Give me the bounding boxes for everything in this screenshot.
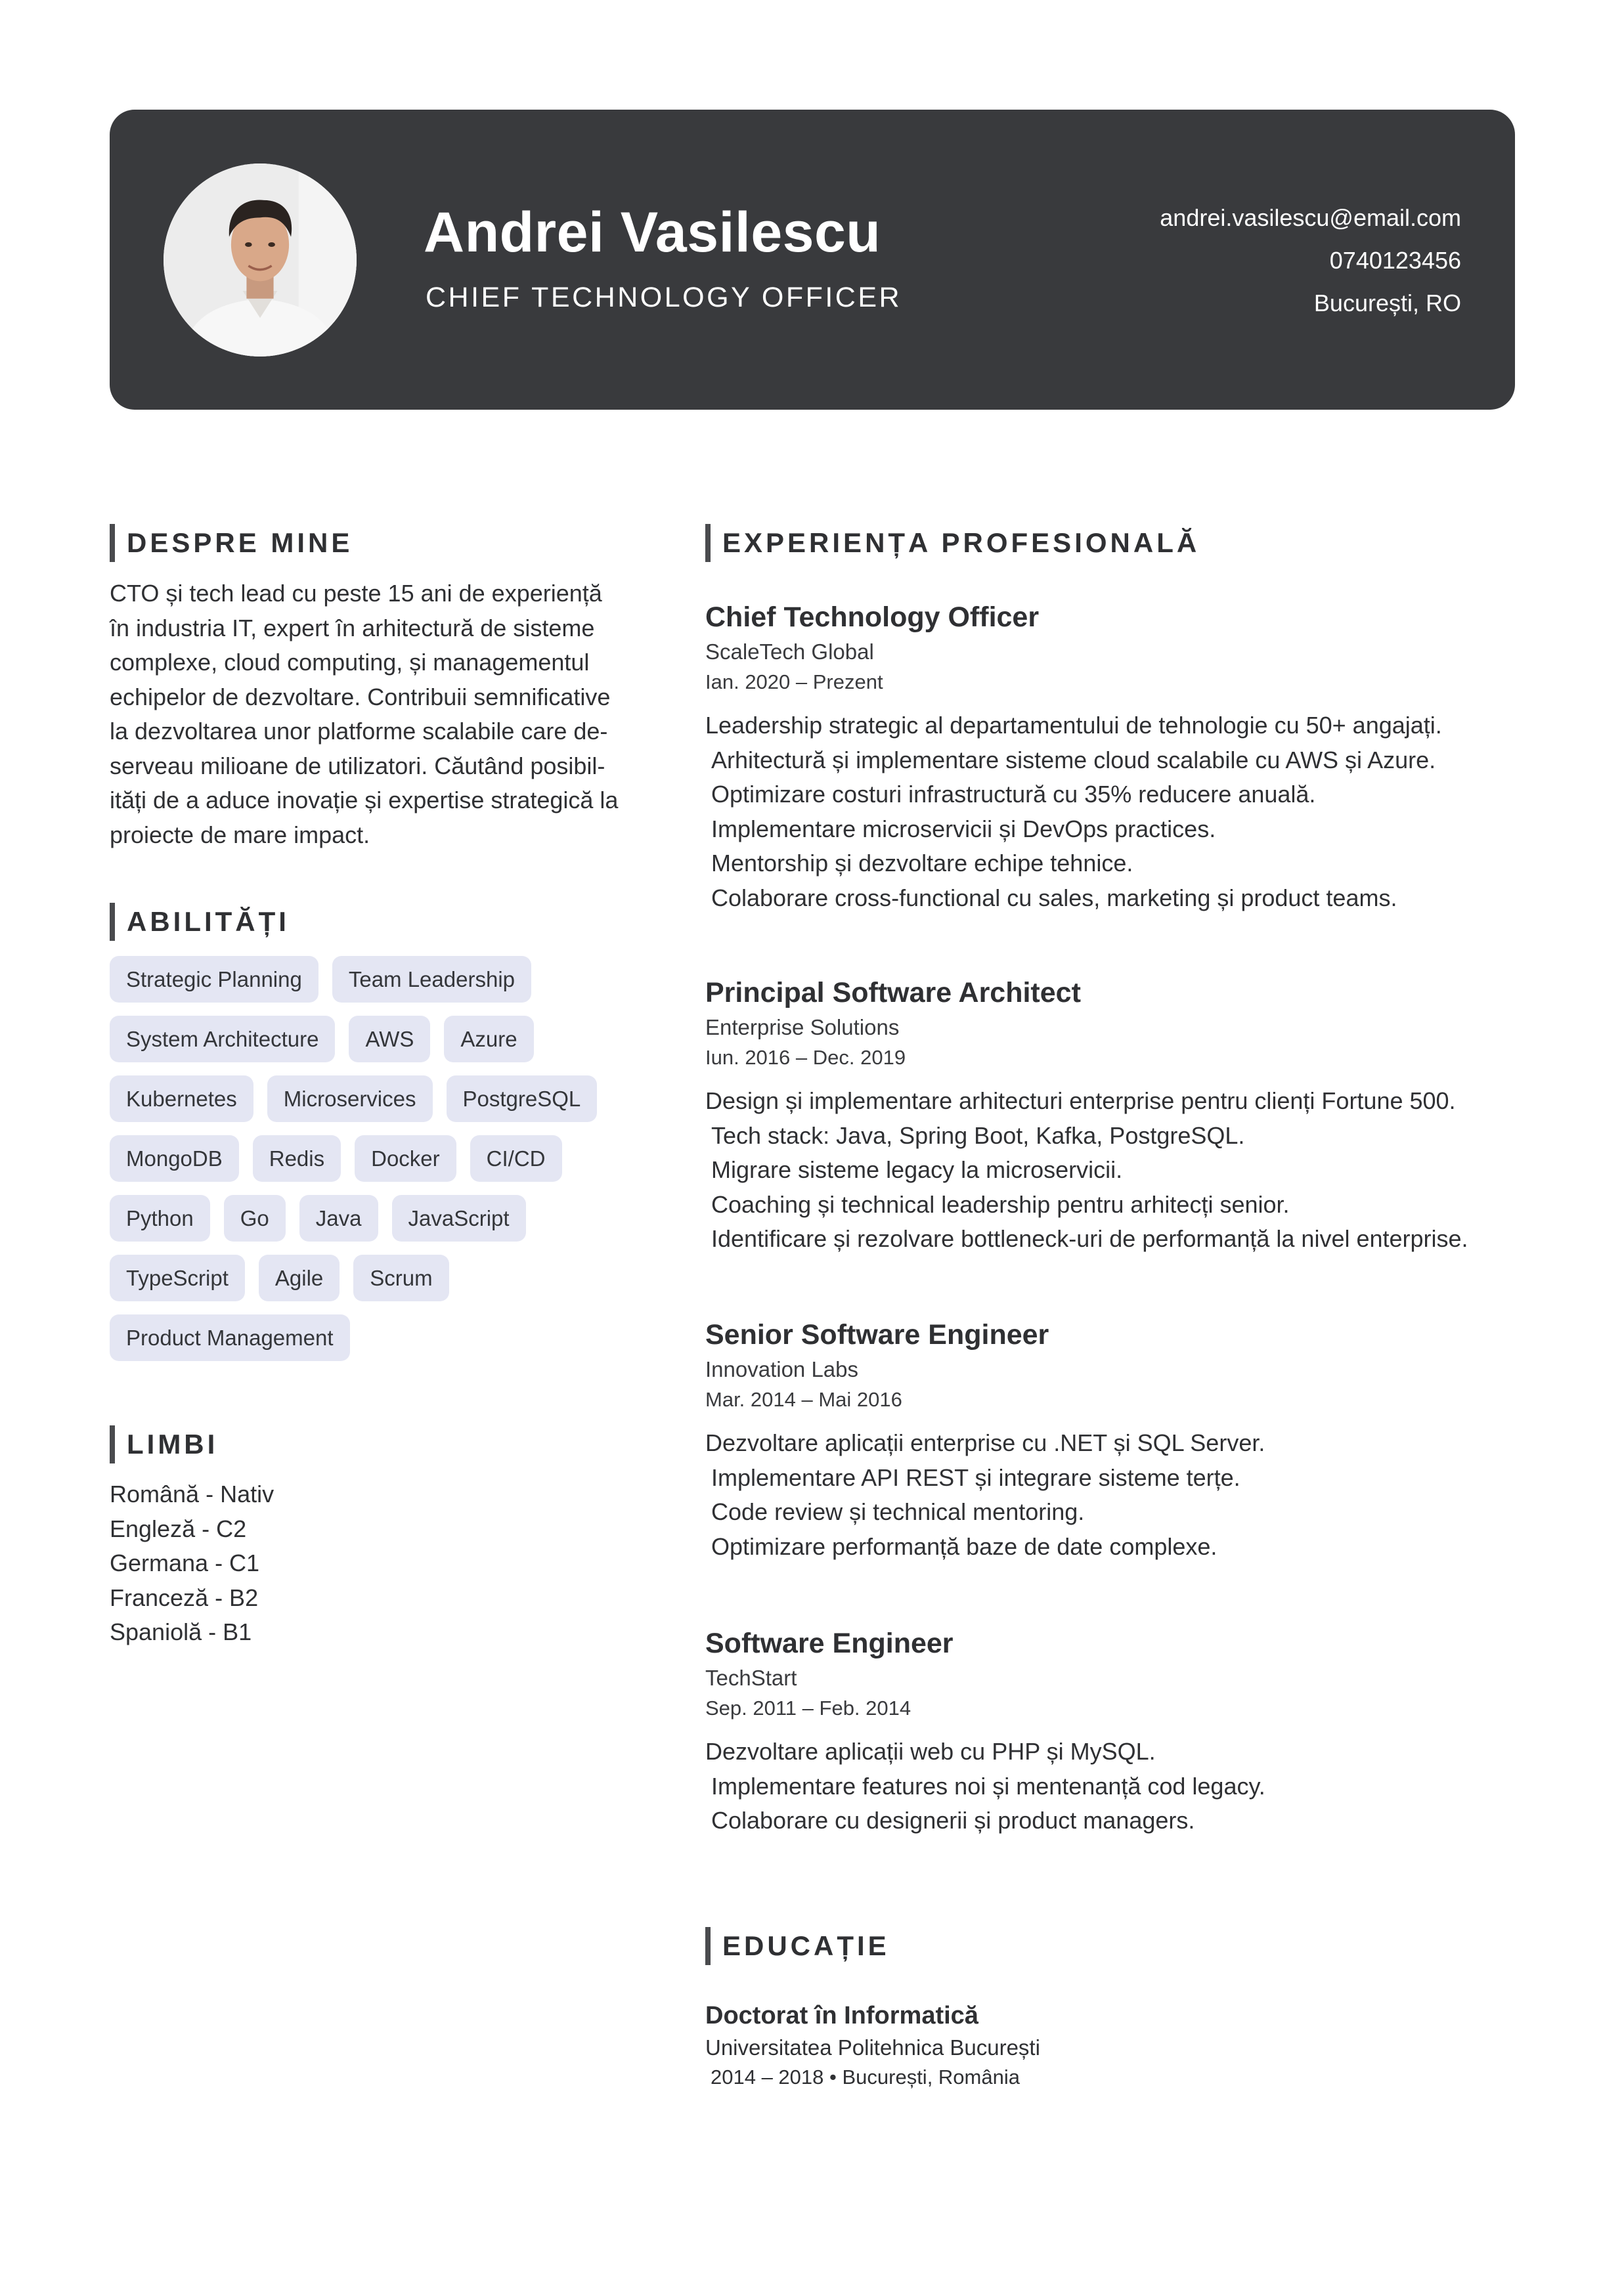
skill-chip: MongoDB (110, 1135, 239, 1182)
job-line: Optimizare performanță baze de date complexe. (711, 1532, 1218, 1560)
about-line: proiecte de mare impact. (110, 821, 370, 848)
job-description (705, 1084, 1520, 1257)
job-role: Senior Software Engineer (705, 1319, 1049, 1351)
profile-photo-icon (164, 163, 357, 357)
job-line: Implementare features noi și mentenanță cod legacy. (711, 1772, 1265, 1800)
job-description (705, 1735, 1520, 1838)
job-company: TechStart (705, 1666, 797, 1690)
job-line: Design și implementare arhitecturi enterprise pentru clienți Fortune 500. (705, 1087, 1456, 1114)
education-school: Universitatea Politehnica București (705, 2035, 1040, 2060)
job-period: Mar. 2014 – Mai 2016 (705, 1388, 902, 1411)
skill-chip: Kubernetes (110, 1075, 253, 1122)
contact-phone: 0740123456 (1329, 247, 1461, 274)
job-line: Mentorship și dezvoltare echipe tehnice. (711, 850, 1133, 877)
section-marker (705, 524, 711, 562)
skill-chip: Java (299, 1195, 378, 1242)
job-company: ScaleTech Global (705, 639, 874, 664)
job-company: Enterprise Solutions (705, 1015, 900, 1039)
languages-list (110, 1477, 274, 1650)
job-description (705, 708, 1520, 915)
education-degree: Doctorat în Informatică (705, 2002, 978, 2029)
section-marker (110, 1425, 115, 1463)
section-title-about (110, 524, 353, 562)
job-line: Migrare sisteme legacy la microservicii. (711, 1156, 1123, 1183)
job-line: Optimizare costuri infrastructură cu 35% reducere anuală. (711, 781, 1316, 808)
about-line: în industria IT, expert în arhitectură de sisteme (110, 614, 595, 641)
job-line: Arhitectură și implementare sisteme cloud scalabile cu AWS și Azure. (711, 746, 1436, 773)
candidate-title: CHIEF TECHNOLOGY OFFICER (426, 282, 902, 313)
skill-chip: Scrum (353, 1255, 449, 1301)
job-line: Implementare API REST și integrare sisteme terțe. (711, 1463, 1240, 1491)
experience-item (705, 1316, 1520, 1564)
language-item: Spaniolă - B1 (110, 1618, 252, 1645)
section-marker (110, 524, 115, 562)
job-line: Dezvoltare aplicații web cu PHP și MySQL. (705, 1738, 1156, 1765)
candidate-name: Andrei Vasilescu (424, 201, 881, 264)
contact-email: andrei.vasilescu@email.com (1160, 204, 1461, 231)
experience-item (705, 599, 1520, 915)
section-marker (110, 903, 115, 941)
section-title-text: EDUCAȚIE (722, 1930, 890, 1961)
experience-item (705, 974, 1520, 1257)
header-banner (110, 110, 1515, 410)
section-title-text: DESPRE MINE (127, 527, 353, 558)
skill-chip: TypeScript (110, 1255, 245, 1301)
avatar (164, 163, 357, 357)
skill-chip: CI/CD (470, 1135, 562, 1182)
language-item: Franceză - B2 (110, 1584, 259, 1611)
skill-chip: Azure (444, 1016, 533, 1062)
skill-chip: Python (110, 1195, 210, 1242)
skill-chip: System Architecture (110, 1016, 335, 1062)
skills-list (110, 956, 674, 1361)
job-line: Tech stack: Java, Spring Boot, Kafka, PostgreSQL. (711, 1121, 1245, 1149)
about-line: complexe, cloud computing, și managementul (110, 649, 590, 676)
skill-chip: AWS (349, 1016, 430, 1062)
contact-info (1160, 196, 1461, 324)
job-role: Principal Software Architect (705, 977, 1081, 1008)
skill-chip: Agile (259, 1255, 340, 1301)
section-title-text: ABILITĂȚI (127, 906, 290, 937)
job-line: Colaborare cross-functional cu sales, marketing și product teams. (711, 884, 1397, 911)
skill-chip: Team Leadership (332, 956, 531, 1003)
education-meta: 2014 – 2018 • București, România (711, 2066, 1020, 2089)
skill-chip: Microservices (267, 1075, 433, 1122)
job-period: Ian. 2020 – Prezent (705, 670, 883, 693)
skill-chip: Strategic Planning (110, 956, 318, 1003)
language-item: Română - Nativ (110, 1481, 274, 1507)
job-role: Software Engineer (705, 1628, 954, 1659)
skill-chip: Redis (253, 1135, 341, 1182)
section-title-text: EXPERIENȚA PROFESIONALĂ (722, 527, 1200, 558)
job-period: Iun. 2016 – Dec. 2019 (705, 1046, 906, 1069)
job-role: Chief Technology Officer (705, 601, 1040, 633)
job-line: Colaborare cu designerii și product managers. (711, 1807, 1195, 1834)
language-item: Germana - C1 (110, 1549, 260, 1576)
section-title-text: LIMBI (127, 1429, 219, 1460)
job-line: Identificare și rezolvare bottleneck-uri de performanță la nivel enterprise. (711, 1225, 1468, 1252)
section-title-languages (110, 1425, 218, 1463)
language-item: Engleză - C2 (110, 1515, 247, 1542)
section-title-experience (705, 524, 1200, 562)
skill-chip: Docker (355, 1135, 456, 1182)
about-line: la dezvoltarea unor platforme scalabile care de- (110, 718, 608, 745)
job-line: Implementare microservicii și DevOps practices. (711, 815, 1216, 842)
section-title-education (705, 1927, 890, 1965)
job-company: Innovation Labs (705, 1357, 859, 1381)
section-marker (705, 1927, 711, 1965)
job-line: Leadership strategic al departamentului de tehnologie cu 50+ angajați. (705, 712, 1442, 739)
skill-chip: Go (224, 1195, 286, 1242)
about-text (110, 576, 661, 852)
about-line: serveau milioane de utilizatori. Căutând posibil- (110, 752, 605, 779)
job-line: Coaching și technical leadership pentru arhitecți senior. (711, 1190, 1290, 1218)
job-line: Code review și technical mentoring. (711, 1498, 1085, 1525)
about-line: CTO și tech lead cu peste 15 ani de experiență (110, 580, 602, 607)
education-item (705, 1999, 1040, 2092)
skill-chip: PostgreSQL (447, 1075, 598, 1122)
skill-chip: JavaScript (392, 1195, 526, 1242)
job-line: Dezvoltare aplicații enterprise cu .NET și SQL Server. (705, 1429, 1265, 1456)
about-line: ități de a aduce inovație și expertise strategică la (110, 787, 619, 813)
job-period: Sep. 2011 – Feb. 2014 (705, 1697, 911, 1720)
experience-item (705, 1625, 1520, 1838)
job-description (705, 1426, 1520, 1564)
section-title-skills (110, 903, 290, 941)
about-line: echipelor de dezvoltare. Contribuii semnificative (110, 683, 611, 710)
contact-location: București, RO (1313, 290, 1461, 316)
skill-chip: Product Management (110, 1314, 350, 1361)
